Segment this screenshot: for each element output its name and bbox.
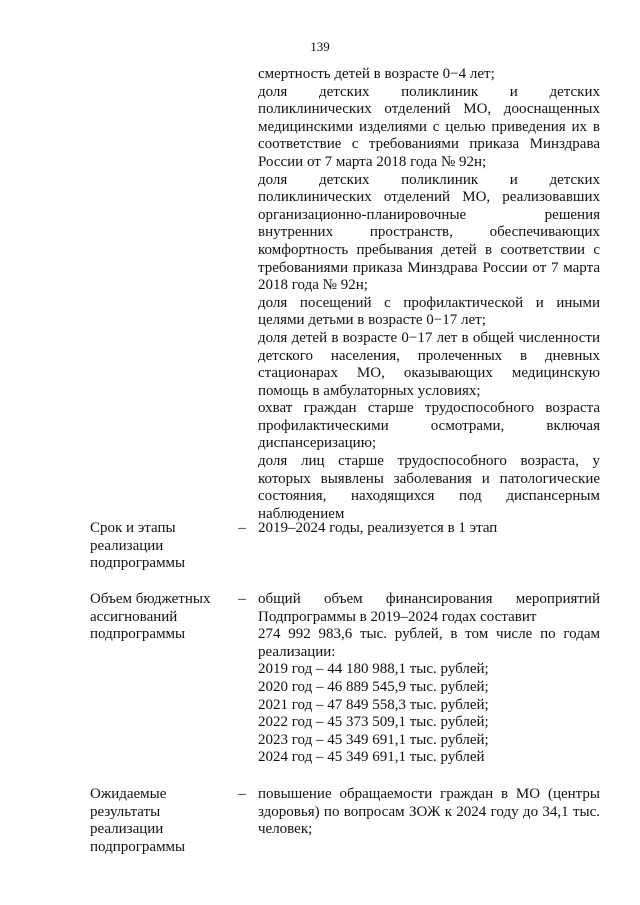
row-dash: – — [238, 786, 246, 802]
page-number: 139 — [310, 39, 330, 54]
budget-year: 2019 год – 44 180 988,1 тыс. рублей; — [258, 661, 489, 678]
budget-year: 2021 год – 47 849 558,3 тыс. рублей; — [258, 696, 489, 713]
budget-year: 2023 год – 45 349 691,1 тыс. рублей; — [258, 731, 489, 748]
results-value: повышение обращаемости граждан в МО (центры здоровья) по вопросам ЗОЖ к 2024 году до 34,1 тыс. человек; — [258, 786, 600, 838]
budget-intro: общий объем финансирования мероприятий Подпрограммы в 2019–2024 годах составит — [258, 591, 600, 625]
indicator-item: доля детских поликлиник и детских поликлинических отделений МО, дооснащенных медицинскими изделиями с целью приведения их в соответствие с требованиями приказа Минздрава России от 7 марта 2018 года № 92н; — [258, 83, 600, 170]
indicator-item: доля детей в возрасте 0−17 лет в общей численности детского населения, пролеченных в дневных стационарах МО, оказывающих медицинскую помощь в амбулаторных условиях; — [258, 329, 600, 399]
budget-value — [258, 591, 600, 767]
row-dash: – — [238, 520, 246, 536]
budget-label: Объем бюджетных ассигнований подпрограммы — [90, 591, 211, 643]
indicator-item: доля лиц старше трудоспособного возраста, у которых выявлены заболевания и патологические состояния, находящихся под диспансерным наблюдением — [258, 453, 600, 522]
terms-value: 2019–2024 годы, реализуется в 1 этап — [258, 520, 498, 536]
indicator-item: смертность детей в возрасте 0−4 лет; — [258, 66, 495, 82]
indicators-list — [258, 66, 600, 523]
budget-total: 274 992 983,6 тыс. рублей, в том числе по годам реализации: — [258, 626, 600, 660]
budget-year: 2020 год – 46 889 545,9 тыс. рублей; — [258, 678, 489, 695]
budget-year: 2024 год – 45 349 691,1 тыс. рублей — [258, 749, 485, 766]
indicator-item: доля детских поликлиник и детских поликлинических отделений МО, реализовавших организационно-планировочные решения внутренних пространств, обеспечивающих комфортность пребывания детей в соответствии с требованиями приказа Минздрава России от 7 марта 2018 года № 92н; — [258, 171, 600, 294]
budget-year: 2022 год – 45 373 509,1 тыс. рублей; — [258, 714, 489, 731]
results-label: Ожидаемые результаты реализации подпрограммы — [90, 786, 186, 855]
row-dash: – — [238, 591, 246, 607]
indicator-item: охват граждан старше трудоспособного возраста профилактическими осмотрами, включая диспансеризацию; — [258, 400, 600, 452]
terms-label: Срок и этапы реализации подпрограммы — [90, 520, 186, 572]
indicator-item: доля посещений с профилактической и иными целями детьми в возрасте 0−17 лет; — [258, 294, 600, 329]
